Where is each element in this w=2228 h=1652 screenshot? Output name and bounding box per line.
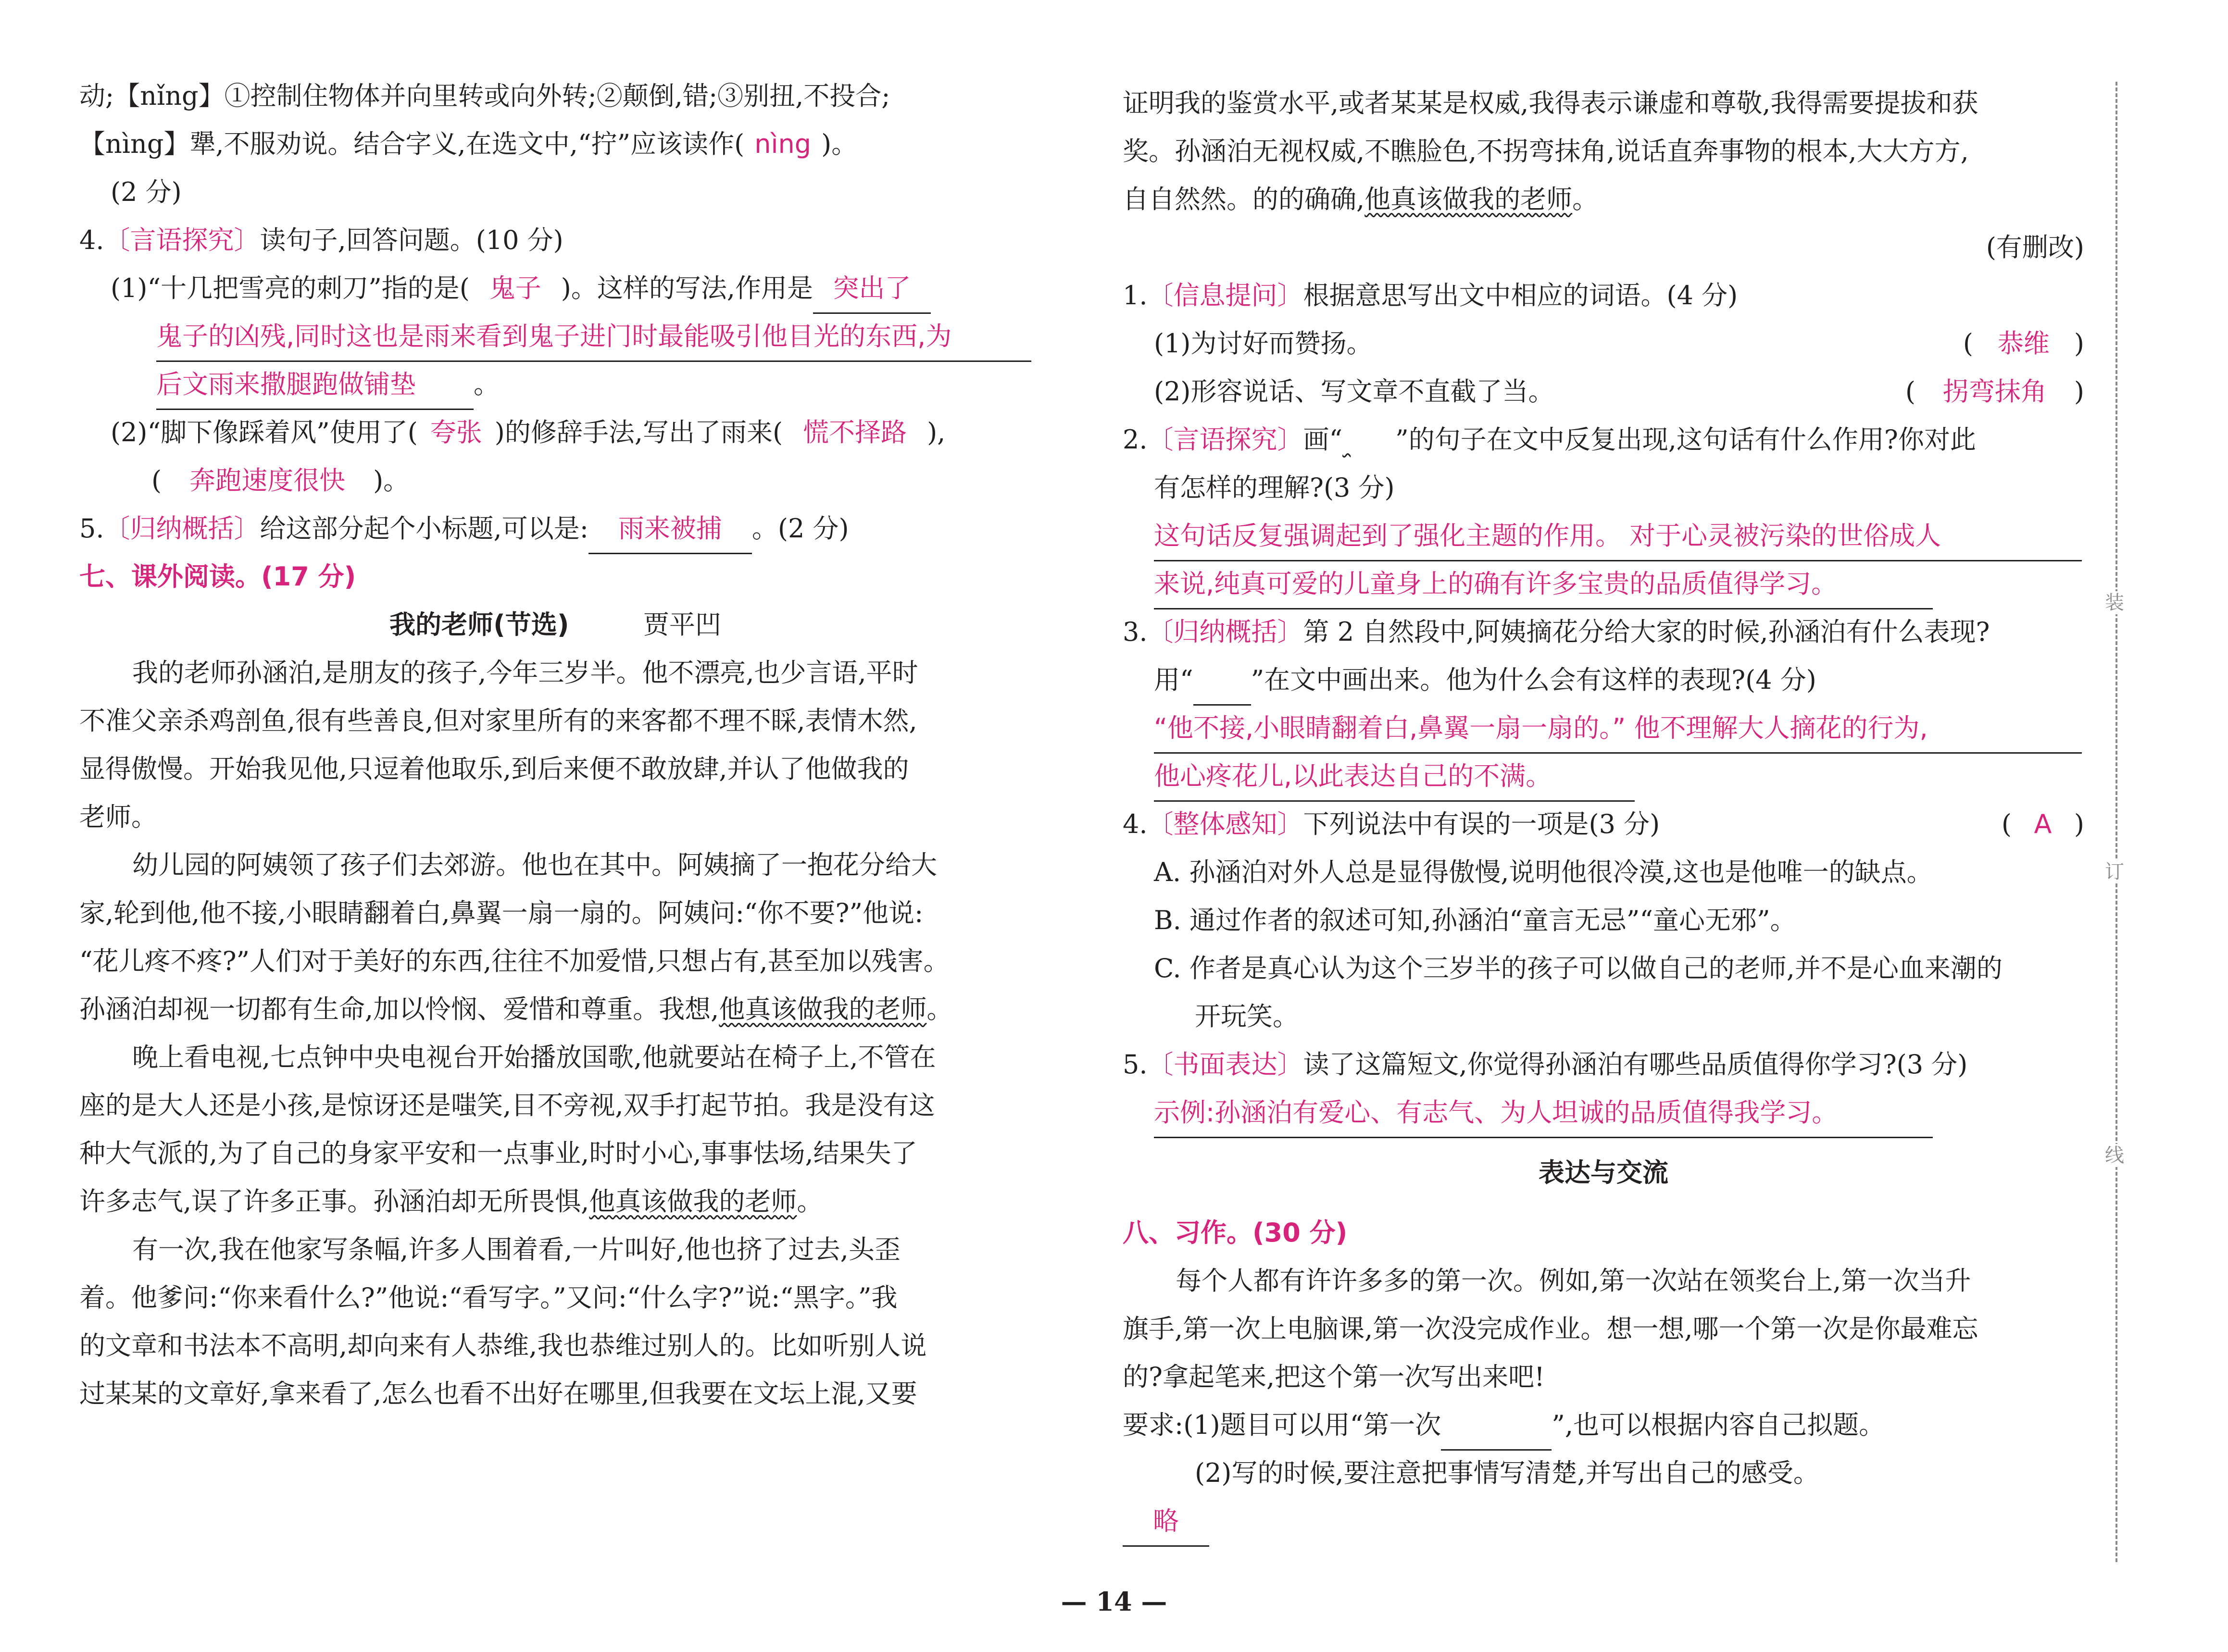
answer-text: 鬼子 bbox=[489, 273, 541, 303]
answer-blank: 后文雨来撒腿跑做铺垫 bbox=[156, 360, 474, 410]
question-tag: 〔书面表达〕 bbox=[1147, 1049, 1303, 1080]
paren: ) bbox=[2074, 328, 2084, 359]
text-line bbox=[79, 409, 1031, 457]
text-line bbox=[1123, 320, 2084, 368]
text-line bbox=[1123, 175, 2084, 224]
answer-blank: 突出了 bbox=[813, 264, 931, 314]
section-title: 七、课外阅读。(17 分) bbox=[79, 561, 356, 592]
text: 每个人都有许许多多的第一次。例如,第一次站在领奖台上,第一次当升 bbox=[1176, 1266, 1971, 1296]
text: ( bbox=[151, 465, 162, 496]
answer-blank: 雨来被捕 bbox=[588, 505, 752, 554]
answer-text: 恭维 bbox=[1997, 328, 2050, 359]
question-text: 画“ bbox=[1303, 424, 1343, 455]
text-line bbox=[1123, 1401, 2084, 1449]
text-line bbox=[79, 1033, 1031, 1081]
text: 【nìng】犟,不服劝说。结合字义,在选文中,“拧”应该读作( bbox=[79, 129, 745, 159]
text-line bbox=[1123, 464, 2084, 512]
text: 不准父亲杀鸡剖鱼,很有些善良,但对家里所有的来客都不理不睬,表情木然, bbox=[79, 706, 917, 736]
question-tag: 〔言语探究〕 bbox=[1147, 424, 1303, 455]
text: 奖。孙涵泊无视权威,不瞧脸色,不拐弯抹角,说话直奔事物的根本,大大方方, bbox=[1123, 136, 1969, 166]
answer-text: 慌不择路 bbox=[803, 417, 907, 447]
text: 过某某的文章好,拿来看了,怎么也看不出好在哪里,但我要在文坛上混,又要 bbox=[79, 1379, 917, 1409]
text-line bbox=[1123, 1089, 2084, 1137]
question-2 bbox=[1123, 416, 2084, 464]
question-tag: 〔归纳概括〕 bbox=[1147, 617, 1303, 647]
question-text: 给这部分起个小标题,可以是: bbox=[260, 513, 588, 544]
text-line bbox=[1123, 560, 2084, 608]
text: )。 bbox=[821, 129, 858, 159]
question-text: ”在文中画出来。他为什么会有这样的表现?(4 分) bbox=[1251, 665, 1816, 695]
text: (1)为讨好而赞扬。 bbox=[1154, 328, 1373, 359]
question-number: 4. bbox=[79, 225, 104, 255]
section-heading bbox=[1123, 1209, 2084, 1257]
text: 。 bbox=[926, 994, 953, 1024]
wavy-underlined-sentence: 他真该做我的老师 bbox=[719, 994, 927, 1024]
question-number: 2. bbox=[1123, 424, 1148, 455]
answer-blank: 这句话反复强调起到了强化主题的作用。 对于心灵被污染的世俗成人 bbox=[1154, 512, 2082, 561]
wavy-underlined-sentence: 他真该做我的老师 bbox=[1364, 184, 1573, 214]
text: 开玩笑。 bbox=[1195, 1001, 1299, 1031]
right-column bbox=[1123, 79, 2084, 1545]
question-text: 下列说法中有误的一项是(3 分) bbox=[1303, 809, 1660, 839]
wavy-line-mark bbox=[1342, 416, 1395, 464]
text-line bbox=[79, 793, 1031, 841]
text: 老师。 bbox=[79, 802, 157, 832]
text-line bbox=[79, 264, 1031, 312]
question-4 bbox=[1123, 800, 2084, 848]
question-text: 根据意思写出文中相应的词语。(4 分) bbox=[1303, 280, 1738, 311]
section-title: 八、习作。(30 分) bbox=[1123, 1217, 1348, 1248]
question-tag: 〔归纳概括〕 bbox=[104, 513, 260, 544]
text: A. 孙涵泊对外人总是显得傲慢,说明他很冷漠,这也是他唯一的缺点。 bbox=[1154, 857, 1933, 887]
text-line bbox=[79, 1130, 1031, 1178]
text-line bbox=[1123, 752, 2084, 800]
answer-blank: 他心疼花儿,以此表达自己的不满。 bbox=[1154, 752, 1635, 802]
page-number: — 14 — bbox=[1061, 1586, 1167, 1617]
text-line bbox=[79, 841, 1031, 889]
text-line bbox=[1123, 79, 2084, 127]
text-line bbox=[1123, 512, 2084, 560]
answer-paren bbox=[1905, 368, 2084, 416]
text: 幼儿园的阿姨领了孩子们去郊游。他也在其中。阿姨摘了一抱花分给大 bbox=[132, 850, 937, 880]
question-text: 读了这篇短文,你觉得孙涵泊有哪些品质值得你学习?(3 分) bbox=[1303, 1049, 1968, 1080]
text-line bbox=[1123, 1257, 2084, 1305]
answer-text: 夸张 bbox=[430, 417, 482, 447]
text: “花儿疼不疼?”人们对于美好的东西,往往不加爱惜,只想占有,甚至加以残害。 bbox=[79, 946, 950, 976]
question-number: 4. bbox=[1123, 809, 1148, 839]
text-line bbox=[79, 360, 1031, 409]
score-text: (2 分) bbox=[111, 177, 182, 207]
answer-paren bbox=[1963, 320, 2084, 368]
question-number: 3. bbox=[1123, 617, 1148, 647]
answer-blank: “他不接,小眼睛翻着白,鼻翼一扇一扇的。” 他不理解大人摘花的行为, bbox=[1154, 704, 2082, 754]
text: C. 作者是真心认为这个三岁半的孩子可以做自己的老师,并不是心血来潮的 bbox=[1154, 953, 2003, 983]
text: B. 通过作者的叙述可知,孙涵泊“童言无忌”“童心无邪”。 bbox=[1154, 905, 1796, 935]
text-line bbox=[79, 1274, 1031, 1322]
text-line bbox=[79, 457, 1031, 505]
heading-text: 表达与交流 bbox=[1539, 1157, 1668, 1188]
answer-blank: 来说,纯真可爱的儿童身上的确有许多宝贵的品质值得学习。 bbox=[1154, 560, 1933, 609]
binding-label: 订 bbox=[2105, 861, 2124, 883]
text-line bbox=[1123, 993, 2084, 1041]
question-tag: 〔信息提问〕 bbox=[1147, 280, 1303, 311]
text: 的文章和书法本不高明,却向来有人恭维,我也恭维过别人的。比如听别人说 bbox=[79, 1330, 927, 1361]
text: )。这样的写法,作用是 bbox=[561, 273, 814, 303]
section-heading bbox=[1123, 1137, 2084, 1209]
question-tag: 〔言语探究〕 bbox=[104, 225, 260, 255]
text: )的修辞手法,写出了雨来( bbox=[494, 417, 783, 447]
text: 我的老师孙涵泊,是朋友的孩子,今年三岁半。他不漂亮,也少言语,平时 bbox=[132, 658, 918, 688]
option-b bbox=[1123, 896, 2084, 944]
text-line bbox=[1123, 704, 2084, 752]
text-line bbox=[79, 937, 1031, 985]
text: 有一次,我在他家写条幅,许多人围着看,一片叫好,他也挤了过去,头歪 bbox=[132, 1234, 901, 1265]
text: 显得傲慢。开始我见他,只逗着他取乐,到后来便不敢放肆,并认了他做我的 bbox=[79, 754, 909, 784]
question-5 bbox=[1123, 1041, 2084, 1089]
paren: ) bbox=[2074, 809, 2084, 839]
answer-paren bbox=[2002, 800, 2084, 848]
text: 家,轮到他,他不接,小眼睛翻着白,鼻翼一扇一扇的。阿姨问:“你不要?”他说: bbox=[79, 898, 924, 928]
text-line bbox=[79, 312, 1031, 360]
text: 许多志气,误了许多正事。孙涵泊却无所畏惧, bbox=[79, 1186, 589, 1217]
text: 自自然然。的的确确, bbox=[1123, 184, 1365, 214]
text-line bbox=[79, 72, 1031, 120]
question-text: 有怎样的理解?(3 分) bbox=[1154, 472, 1395, 503]
text: ”,也可以根据内容自己拟题。 bbox=[1552, 1410, 1885, 1440]
text-line bbox=[79, 985, 1031, 1033]
option-a bbox=[1123, 848, 2084, 896]
answer-text: 奔跑速度很快 bbox=[189, 465, 346, 496]
left-column bbox=[79, 72, 1031, 1418]
source-note: (有删改) bbox=[1986, 232, 2084, 262]
text-line bbox=[1123, 1353, 2084, 1401]
text-line bbox=[1123, 1449, 2084, 1497]
text: 旗手,第一次上电脑课,第一次没完成作业。想一想,哪一个第一次是你最难忘 bbox=[1123, 1314, 1978, 1344]
text-line bbox=[79, 889, 1031, 937]
text: 种大气派的,为了自己的身家平安和一点事业,时时小心,事事怯场,结果失了 bbox=[79, 1138, 917, 1168]
question-3 bbox=[1123, 608, 2084, 656]
paren: ( bbox=[1905, 376, 1915, 407]
text-line bbox=[1123, 368, 2084, 416]
text-line bbox=[79, 1322, 1031, 1370]
option-c bbox=[1123, 944, 2084, 993]
answer-text: 拐弯抹角 bbox=[1942, 376, 2047, 407]
text: 孙涵泊却视一切都有生命,加以怜悯、爱惜和尊重。我想, bbox=[79, 994, 719, 1024]
answer-blank: 略 bbox=[1123, 1497, 1209, 1547]
text: (2)写的时候,要注意把事情写清楚,并写出自己的感受。 bbox=[1195, 1458, 1819, 1488]
binding-label: 线 bbox=[2105, 1144, 2124, 1167]
question-number: 5. bbox=[79, 513, 104, 544]
paren: ( bbox=[2001, 809, 2012, 839]
answer-blank: 示例:孙涵泊有爱心、有志气、为人坦诚的品质值得我学习。 bbox=[1154, 1089, 1933, 1138]
text: )。 bbox=[373, 465, 410, 496]
article-title-line bbox=[79, 601, 1031, 649]
answer-blank: 鬼子的凶残,同时这也是雨来看到鬼子进门时最能吸引他目光的东西,为 bbox=[156, 312, 1031, 362]
text: ), bbox=[927, 417, 946, 447]
text: 证明我的鉴赏水平,或者某某是权威,我得表示谦虚和尊敬,我得需要提拔和获 bbox=[1123, 88, 1978, 118]
binding-dashed-line bbox=[2115, 82, 2117, 1562]
text: (2)“脚下像踩着风”使用了( bbox=[111, 417, 418, 447]
text: 。(2 分) bbox=[751, 513, 849, 544]
question-1 bbox=[1123, 272, 2084, 320]
question-tag: 〔整体感知〕 bbox=[1147, 809, 1303, 839]
text-line bbox=[1123, 656, 2084, 704]
text-line bbox=[79, 649, 1031, 697]
text: 。 bbox=[474, 369, 500, 399]
text: 晚上看电视,七点钟中央电视台开始播放国歌,他就要站在椅子上,不管在 bbox=[132, 1042, 936, 1072]
answer-text: A bbox=[2034, 809, 2052, 839]
text: 着。他爹问:“你来看什么?”他说:“看写字。”又问:“什么字?”说:“黑字。”我 bbox=[79, 1282, 898, 1313]
underline-mark bbox=[1441, 1401, 1552, 1451]
text: (1)“十几把雪亮的刺刀”指的是( bbox=[111, 273, 470, 303]
question-number: 1. bbox=[1123, 280, 1148, 311]
text: 。 bbox=[797, 1186, 823, 1217]
text-line bbox=[79, 1178, 1031, 1226]
paren: ) bbox=[2074, 376, 2084, 407]
question-number: 5. bbox=[1123, 1049, 1148, 1080]
binding-label: 装 bbox=[2105, 592, 2124, 614]
text-line bbox=[79, 1081, 1031, 1130]
text: 。 bbox=[1572, 184, 1599, 214]
answer-text: nìng bbox=[754, 129, 812, 159]
section-heading bbox=[79, 553, 1031, 601]
text: 座的是大人还是小孩,是惊讶还是嗤笑,目不旁视,双手打起节拍。我是没有这 bbox=[79, 1090, 935, 1120]
question-text: ”的句子在文中反复出现,这句话有什么作用?你对此 bbox=[1395, 424, 1976, 455]
article-title: 我的老师(节选) bbox=[389, 609, 569, 640]
text-line bbox=[79, 1370, 1031, 1418]
question-4 bbox=[79, 216, 1031, 264]
article-author: 贾平凹 bbox=[643, 609, 721, 640]
text-line bbox=[1123, 224, 2084, 272]
question-text: 用“ bbox=[1154, 665, 1193, 695]
text-line bbox=[1123, 1305, 2084, 1353]
paren: ( bbox=[1963, 328, 1973, 359]
text: 动;【nǐng】①控制住物体并向里转或向外转;②颠倒,错;③别扭,不投合; bbox=[79, 81, 890, 111]
wavy-underlined-sentence: 他真该做我的老师 bbox=[589, 1186, 797, 1217]
text-line bbox=[79, 1226, 1031, 1274]
text-line bbox=[1123, 127, 2084, 175]
question-text: 读句子,回答问题。(10 分) bbox=[260, 225, 563, 255]
text-line bbox=[79, 120, 1031, 168]
text-line bbox=[79, 697, 1031, 745]
question-text: 第 2 自然段中,阿姨摘花分给大家的时候,孙涵泊有什么表现? bbox=[1303, 617, 1990, 647]
text: (2)形容说话、写文章不直截了当。 bbox=[1154, 376, 1554, 407]
text-line bbox=[1123, 1497, 2084, 1545]
question-5 bbox=[79, 505, 1031, 553]
text: 的?拿起笔来,把这个第一次写出来吧! bbox=[1123, 1362, 1545, 1392]
text-line bbox=[79, 745, 1031, 793]
text-line bbox=[79, 168, 1031, 216]
underline-mark bbox=[1193, 656, 1251, 706]
text: 要求:(1)题目可以用“第一次 bbox=[1123, 1410, 1441, 1440]
